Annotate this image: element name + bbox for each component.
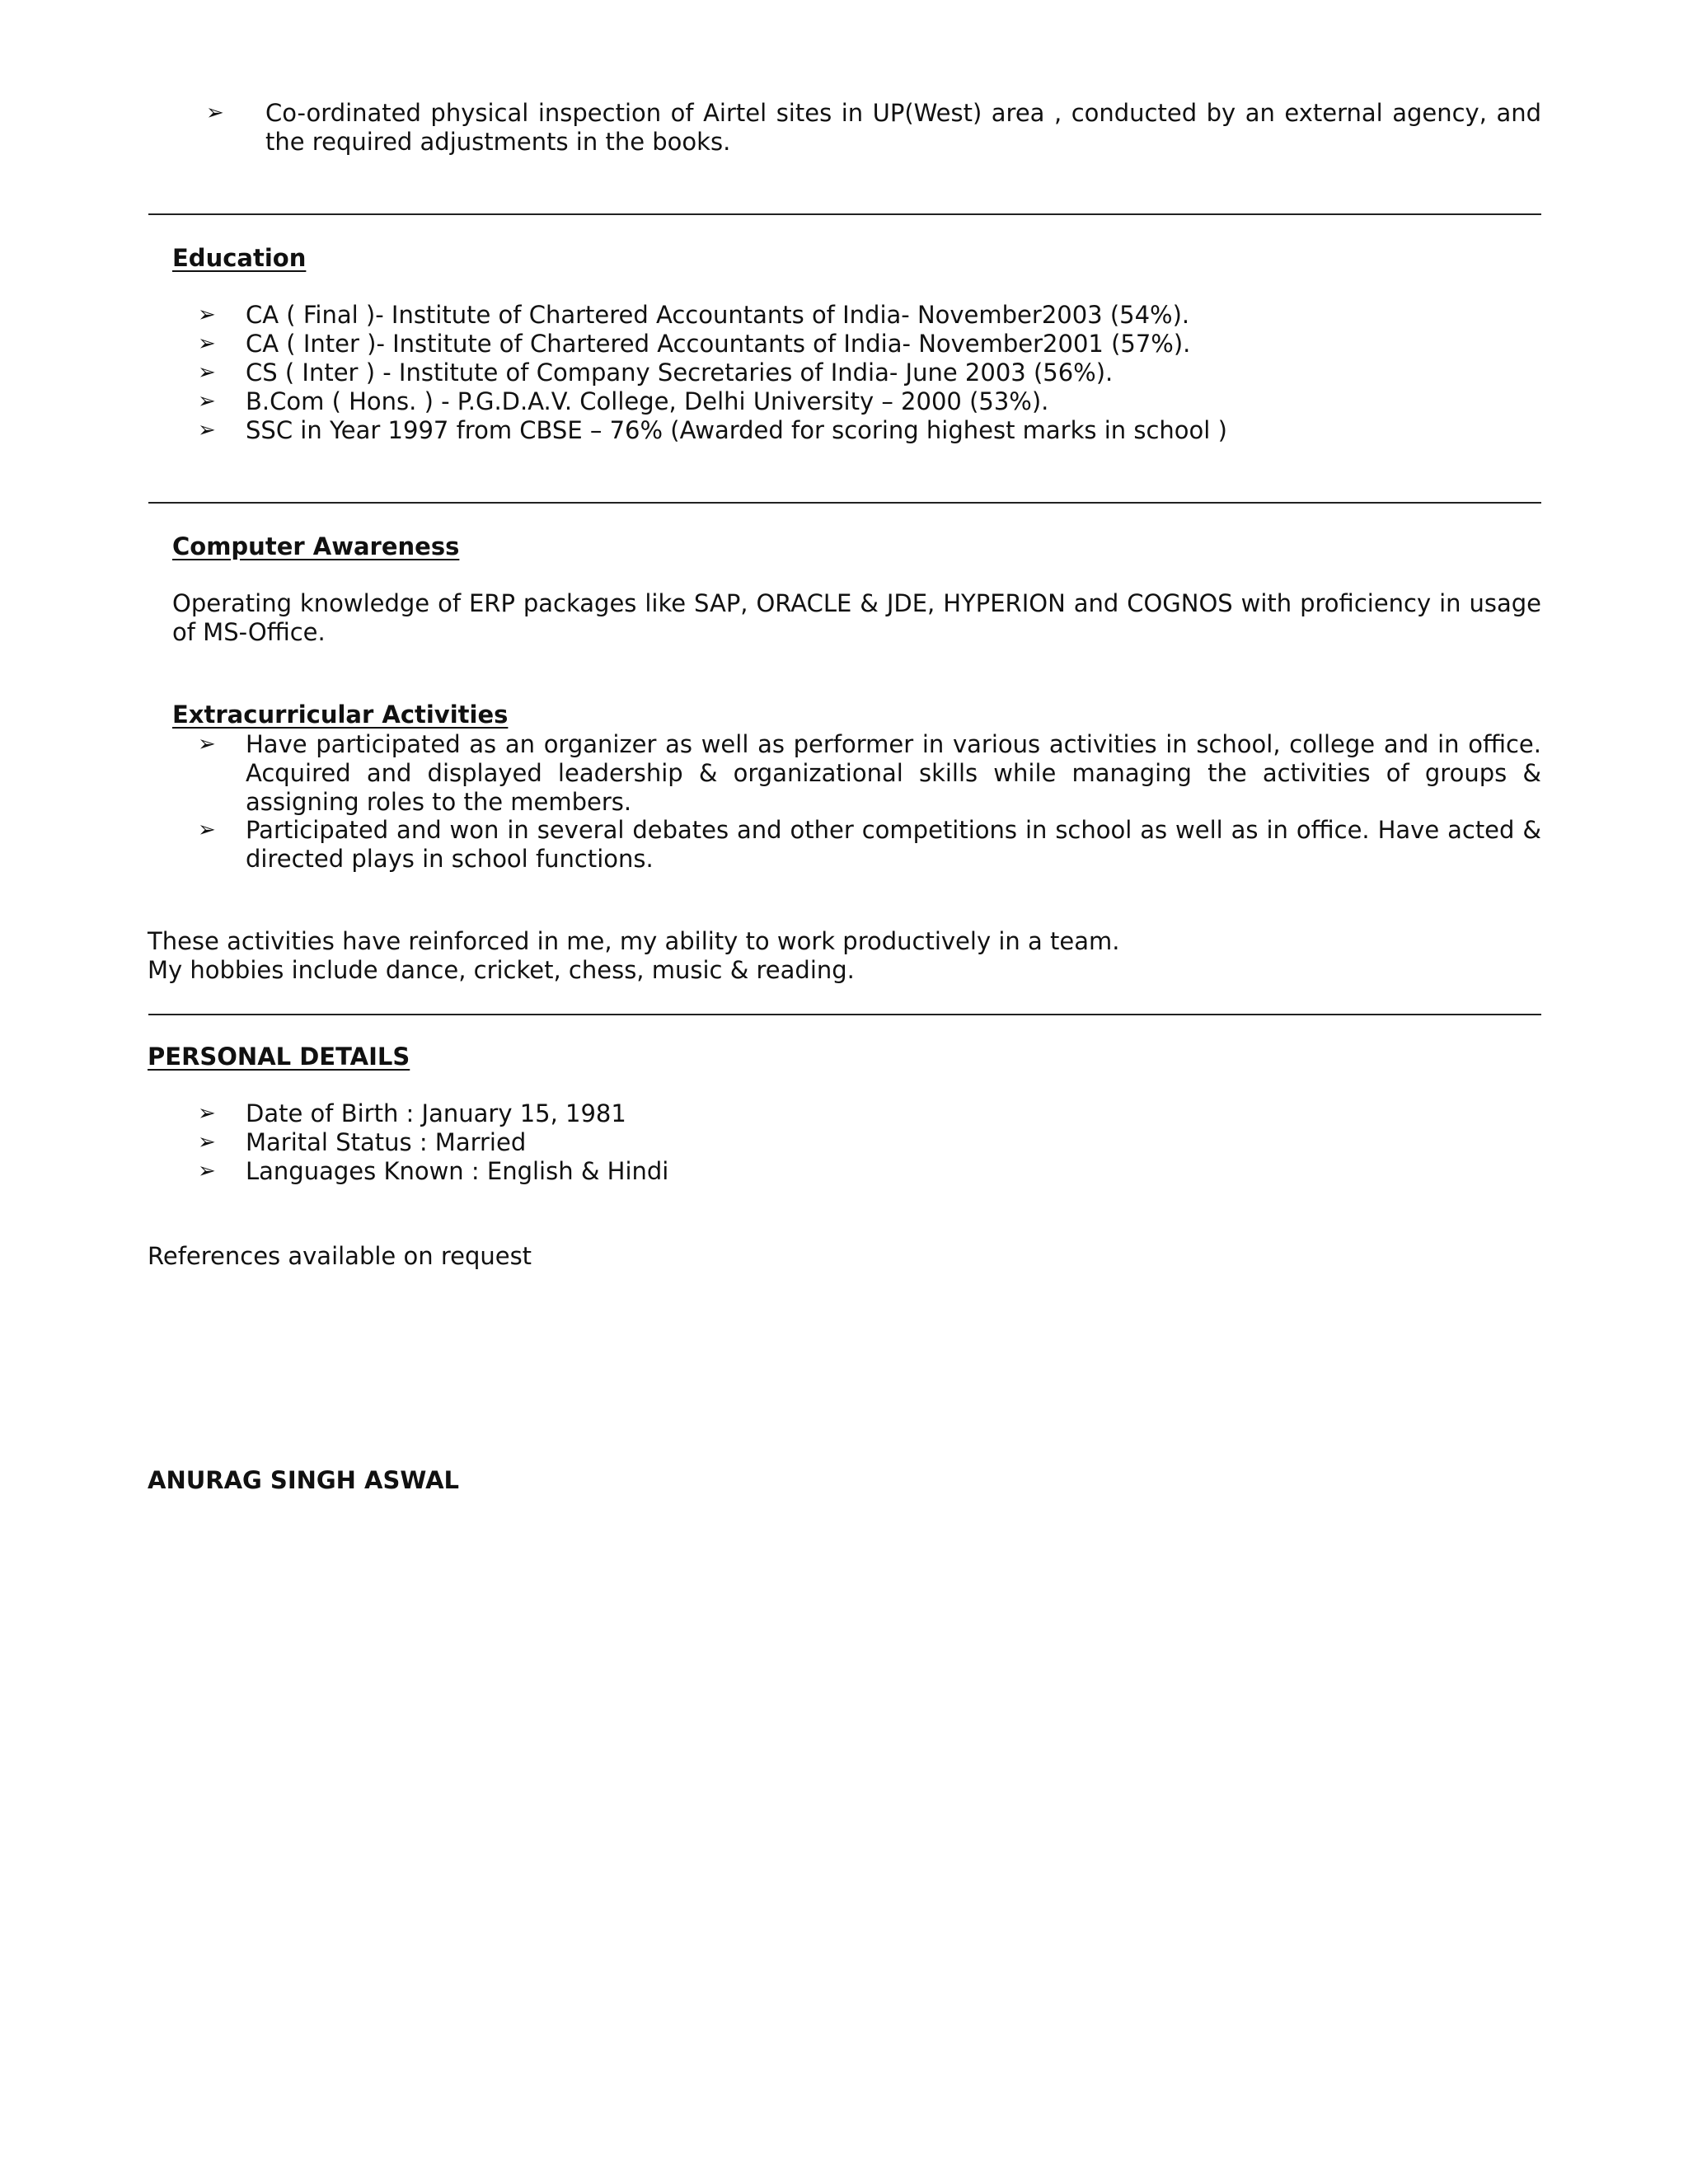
education-heading: Education xyxy=(172,244,307,272)
education-item: CA ( Final )- Institute of Chartered Accountants of India- November2003 (54%). xyxy=(246,301,1190,329)
bullet-icon: ➢ xyxy=(198,1101,216,1126)
personal-detail-item: Marital Status : Married xyxy=(246,1128,527,1156)
bullet-icon: ➢ xyxy=(198,389,216,414)
education-item: CA ( Inter )- Institute of Chartered Accountants of India- November2001 (57%). xyxy=(246,330,1191,358)
candidate-name: ANURAG SINGH ASWAL xyxy=(148,1466,459,1494)
bullet-icon: ➢ xyxy=(198,732,216,757)
extracurricular-heading: Extracurricular Activities xyxy=(172,701,509,729)
references-text: References available on request xyxy=(148,1242,532,1270)
bullet-icon: ➢ xyxy=(198,1159,216,1183)
education-item: CS ( Inter ) - Institute of Company Secretaries of India- June 2003 (56%). xyxy=(246,359,1114,387)
bullet-icon: ➢ xyxy=(198,418,216,443)
divider xyxy=(148,1014,1541,1015)
bullet-icon: ➢ xyxy=(198,360,216,385)
bullet-icon: ➢ xyxy=(198,331,216,356)
extracurricular-item: Participated and won in several debates and other competitions in school as well as in office. Have acted & directed plays in school functions. xyxy=(246,816,1541,873)
divider xyxy=(148,502,1541,504)
divider xyxy=(148,213,1541,215)
summary-line: These activities have reinforced in me, my ability to work productively in a team. xyxy=(148,927,1120,955)
computer-awareness-heading: Computer Awareness xyxy=(172,532,460,560)
extracurricular-item: Have participated as an organizer as well as performer in various activities in school, college and in office. Acquired and displayed leadership & organizational skills while managing the activities of groups & assigning roles to the members. xyxy=(246,730,1541,816)
personal-details-heading: PERSONAL DETAILS xyxy=(148,1043,410,1071)
personal-detail-item: Date of Birth : January 15, 1981 xyxy=(246,1099,626,1127)
bullet-icon: ➢ xyxy=(198,302,216,327)
bullet-icon: ➢ xyxy=(206,101,224,125)
education-item: SSC in Year 1997 from CBSE – 76% (Awarded for scoring highest marks in school ) xyxy=(246,416,1227,444)
hobbies-line: My hobbies include dance, cricket, chess, music & reading. xyxy=(148,956,855,984)
bullet-icon: ➢ xyxy=(198,818,216,842)
personal-detail-item: Languages Known : English & Hindi xyxy=(246,1157,669,1185)
top-item-text: Co-ordinated physical inspection of Airtel sites in UP(West) area , conducted by an external agency, and the required adjustments in the books. xyxy=(265,99,1541,156)
bullet-icon: ➢ xyxy=(198,1130,216,1155)
computer-awareness-text: Operating knowledge of ERP packages like SAP, ORACLE & JDE, HYPERION and COGNOS with proficiency in usage of MS-Office. xyxy=(172,589,1541,646)
education-item: B.Com ( Hons. ) - P.G.D.A.V. College, Delhi University – 2000 (53%). xyxy=(246,387,1049,415)
